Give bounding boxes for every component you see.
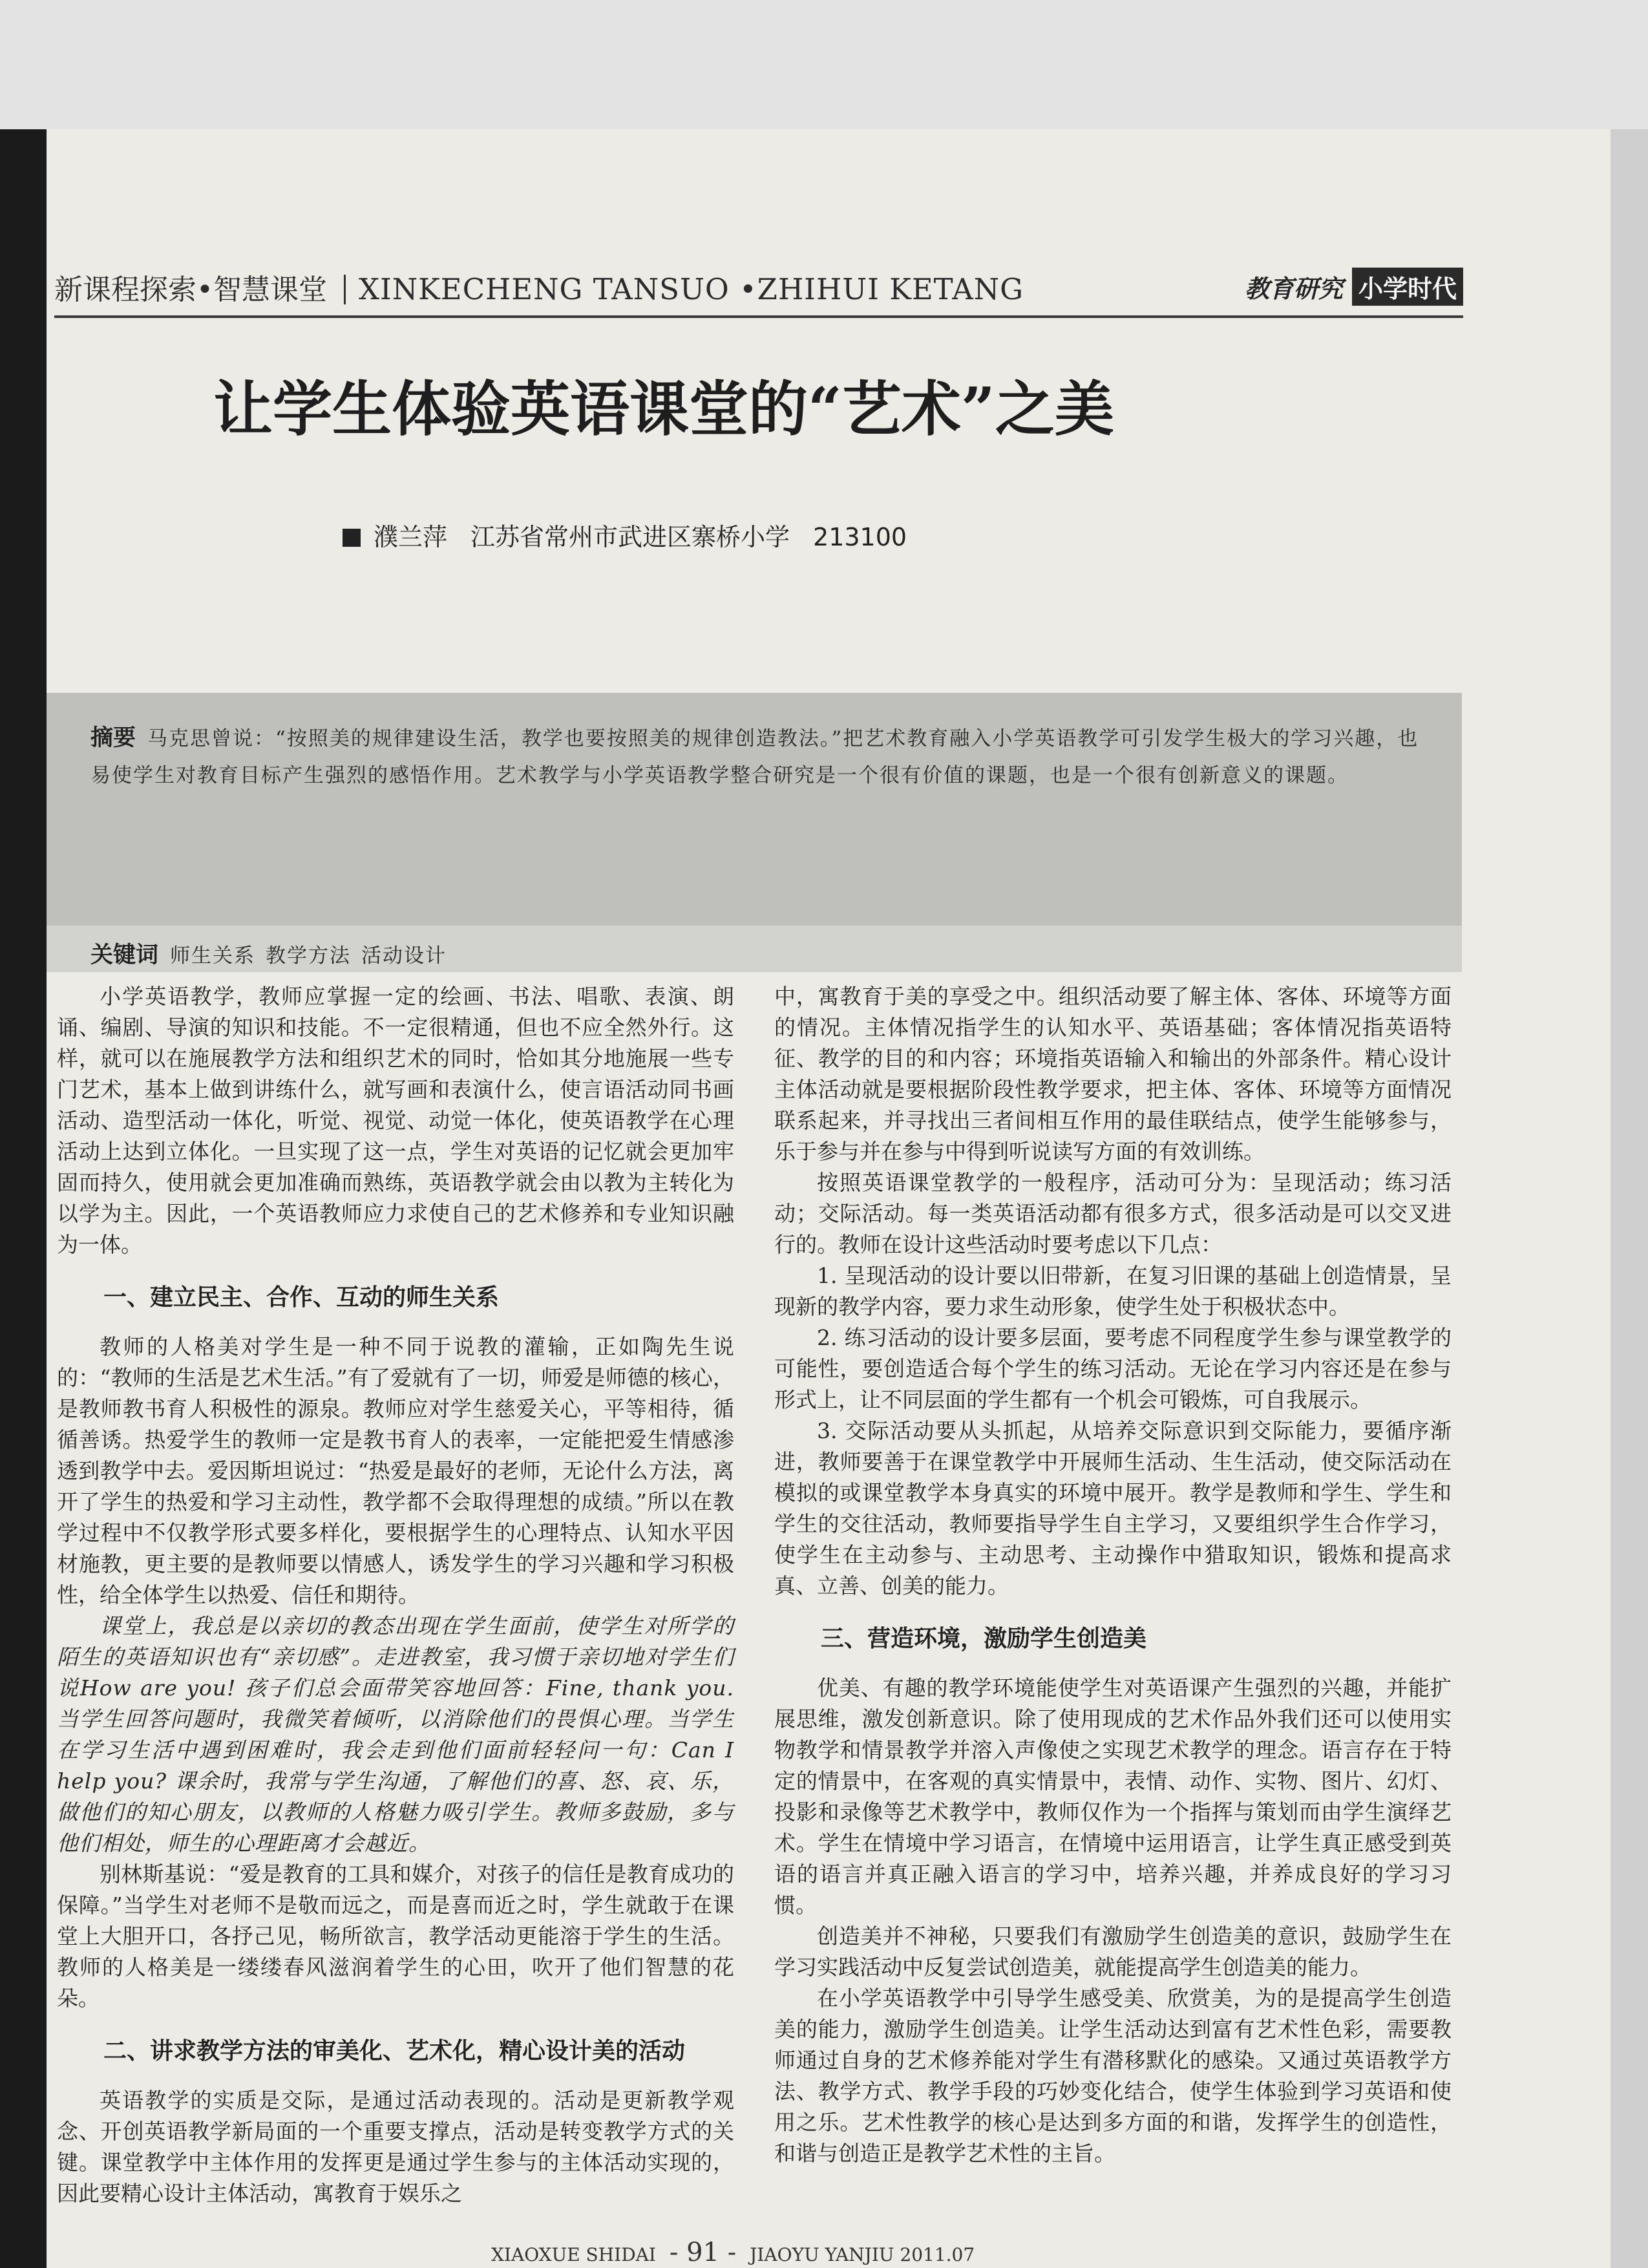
body-column-right: [774, 981, 1452, 2169]
paragraph: 课堂上，我总是以亲切的教态出现在学生面前，使学生对所学的陌生的英语知识也有“亲切感”。走进教室，我习惯于亲切地对学生们说How are you! 孩子们总会面带笑容地回答：Fine, thank you. 当学生回答问题时，我微笑着倾听，以消除他们的畏惧心理。当学生在学习生活中遇到困难时，我会走到他们面前轻轻问一句：Can I help you? 课余时，我常与学生沟通，了解他们的喜、怒、哀、乐，做他们的知心朋友，以教师的人格魅力吸引学生。教师多鼓励，多与他们相处，师生的心理距离才会越近。: [57, 1613, 734, 1856]
author-line: [343, 517, 930, 553]
body-column-left: [57, 981, 734, 2209]
section-header: [54, 266, 1024, 308]
abstract: [90, 720, 1422, 794]
paragraph: 2. 练习活动的设计要多层面，要考虑不同程度学生参与课堂教学的可能性，要创造适合每个学生的练习活动。无论在学习内容还是在参与形式上，让不同层面的学生都有一个机会可锻炼，可自我展示。: [774, 1325, 1452, 1412]
paragraph: 中，寓教育于美的享受之中。组织活动要了解主体、客体、环境等方面的情况。主体情况指学生的认知水平、英语基础；客体情况指英语特征、教学的目的和内容；环境指英语输入和输出的外部条件。精心设计主体活动就是要根据阶段性教学要求，把主体、客体、环境等方面情况联系起来，并寻找出三者间相互作用的最佳联结点，使学生能够参与，乐于参与并在参与中得到听说读写方面的有效训练。: [774, 984, 1452, 1164]
paragraph: 在小学英语教学中引导学生感受美、欣赏美，为的是提高学生创造美的能力，激励学生创造美。让学生活动达到富有艺术性色彩，需要教师通过自身的艺术修养能对学生有潜移默化的感染。又通过英语教学方法、教学方式、教学手段的巧妙变化结合，使学生体验到学习英语和使用之乐。艺术性教学的核心是达到多方面的和谐，发挥学生的创造性，和谐与创造正是教学艺术性的主旨。: [774, 1986, 1452, 2166]
section-heading: 三、营造环境，激励学生创造美: [821, 1626, 1147, 1652]
scan-background-left: [0, 129, 47, 2268]
abstract-label: 摘要: [90, 725, 136, 751]
section-heading: 二、讲求教学方法的审美化、艺术化，精心设计美的活动: [103, 2038, 686, 2064]
journal-badge: 小学时代: [1352, 268, 1463, 306]
abstract-text: 马克思曾说：“按照美的规律建设生活，教学也要按照美的规律创造教法。”把艺术教育融入小学英语教学可引发学生极大的学习兴趣，也易使学生对教育目标产生强烈的感悟作用。艺术教学与小学英语教学整合研究是一个很有价值的课题，也是一个很有创新意义的课题。: [90, 727, 1419, 787]
header-divider: [344, 275, 346, 304]
abstract-box: [47, 693, 1462, 972]
keyword: 活动设计: [361, 944, 447, 968]
scan-background-top: [0, 0, 1648, 129]
scan-background-right: [1609, 129, 1648, 2268]
author-postcode: 213100: [813, 523, 907, 551]
section-heading: 一、建立民主、合作、互动的师生关系: [103, 1284, 500, 1311]
page-number: - 91 -: [669, 2238, 737, 2267]
journal-name: 教育研究: [1244, 274, 1343, 303]
author-affiliation: 江苏省常州市武进区寨桥小学: [470, 523, 790, 551]
page-footer: [491, 2238, 975, 2267]
paragraph: 别林斯基说：“爱是教育的工具和媒介，对孩子的信任是教育成功的保障。”当学生对老师不是敬而远之，而是喜而近之时，学生就敢于在课堂上大胆开口，各抒己见，畅所欲言，教学活动更能溶于学生的生活。教师的人格美是一缕缕春风滋润着学生的心田，吹开了他们智慧的花朵。: [57, 1861, 734, 2011]
paragraph: 教师的人格美对学生是一种不同于说教的灌输，正如陶先生说的：“教师的生活是艺术生活。”有了爱就有了一切，师爱是师德的核心，是教师教书育人积极性的源泉。教师应对学生慈爱关心，平等相待，循循善诱。热爱学生的教师一定是教书育人的表率，一定能把爱生情感渗透到教学中去。爱因斯坦说过：“热爱是最好的老师，无论什么方法，离开了学生的热爱和学习主动性，教学都不会取得理想的成绩。”所以在教学过程中不仅教学形式要多样化，要根据学生的心理特点、认知水平因材施教，更主要的是教师要以情感人，诱发学生的学习兴趣和学习积极性，给全体学生以热爱、信任和期待。: [57, 1334, 734, 1607]
footer-issue: JIAOYU YANJIU 2011.07: [750, 2244, 975, 2265]
paragraph: 按照英语课堂教学的一般程序，活动可分为：呈现活动；练习活动；交际活动。每一类英语活动都有很多方式，很多活动是可以交叉进行的。教师在设计这些活动时要考虑以下几点：: [774, 1170, 1452, 1257]
section-title-en: XINKECHENG TANSUO •ZHIHUI KETANG: [358, 272, 1024, 306]
author-marker-icon: [343, 529, 361, 547]
footer-journal-en: XIAOXUE SHIDAI: [491, 2244, 656, 2265]
keyword: 教学方法: [266, 944, 352, 968]
journal-page: [47, 129, 1611, 2268]
article-title: 让学生体验英语课堂的“艺术”之美: [213, 374, 1114, 444]
journal-masthead: [1245, 268, 1463, 306]
paragraph: 3. 交际活动要从头抓起，从培养交际意识到交际能力，要循序渐进，教师要善于在课堂教学中开展师生活动、生生活动，使交际活动在模拟的或课堂教学本身真实的环境中展开。教学是教师和学生、学生和学生的交往活动，教师要指导学生自主学习，又要组织学生合作学习，使学生在主动参与、主动思考、主动操作中猎取知识，锻炼和提高求真、立善、创美的能力。: [774, 1418, 1452, 1598]
paragraph: 小学英语教学，教师应掌握一定的绘画、书法、唱歌、表演、朗诵、编剧、导演的知识和技能。不一定很精通，但也不应全然外行。这样，就可以在施展教学方法和组织艺术的同时，恰如其分地施展一些专门艺术，基本上做到讲练什么，就写画和表演什么，使言语活动同书画活动、造型活动一体化，听觉、视觉、动觉一体化，使英语教学在心理活动上达到立体化。一旦实现了这一点，学生对英语的记忆就会更加牢固而持久，使用就会更加准确而熟练，英语教学就会由以教为主转化为以学为主。因此，一个英语教师应力求使自己的艺术修养和专业知识融为一体。: [57, 984, 734, 1257]
author-name: 濮兰萍: [374, 523, 448, 551]
keyword: 师生关系: [170, 944, 256, 968]
keywords: [90, 937, 457, 970]
paragraph: 1. 呈现活动的设计要以旧带新，在复习旧课的基础上创造情景，呈现新的教学内容，要力求生动形象，使学生处于积极状态中。: [774, 1263, 1452, 1319]
section-title-cn: 新课程探索•智慧课堂: [54, 273, 327, 306]
paragraph: 创造美并不神秘，只要我们有激励学生创造美的意识，鼓励学生在学习实践活动中反复尝试创造美，就能提高学生创造美的能力。: [774, 1924, 1452, 1980]
paragraph: 英语教学的实质是交际，是通过活动表现的。活动是更新教学观念、开创英语教学新局面的一个重要支撑点，活动是转变教学方式的关键。课堂教学中主体作用的发挥更是通过学生参与的主体活动实现的，因此要精心设计主体活动，寓教育于娱乐之: [57, 2088, 734, 2206]
paragraph: 优美、有趣的教学环境能使学生对英语课产生强烈的兴趣，并能扩展思维，激发创新意识。除了使用现成的艺术作品外我们还可以使用实物教学和情景教学并溶入声像使之实现艺术教学的理念。语言存在于特定的情景中，在客观的真实情景中，表情、动作、实物、图片、幻灯、投影和录像等艺术教学中，教师仅作为一个指挥与策划而由学生演绎艺术。学生在情境中学习语言，在情境中运用语言，让学生真正感受到英语的语言并真正融入语言的学习中，培养兴趣，并养成良好的学习习惯。: [774, 1675, 1452, 1918]
running-header: [54, 257, 1463, 318]
keywords-label: 关键词: [90, 942, 159, 968]
